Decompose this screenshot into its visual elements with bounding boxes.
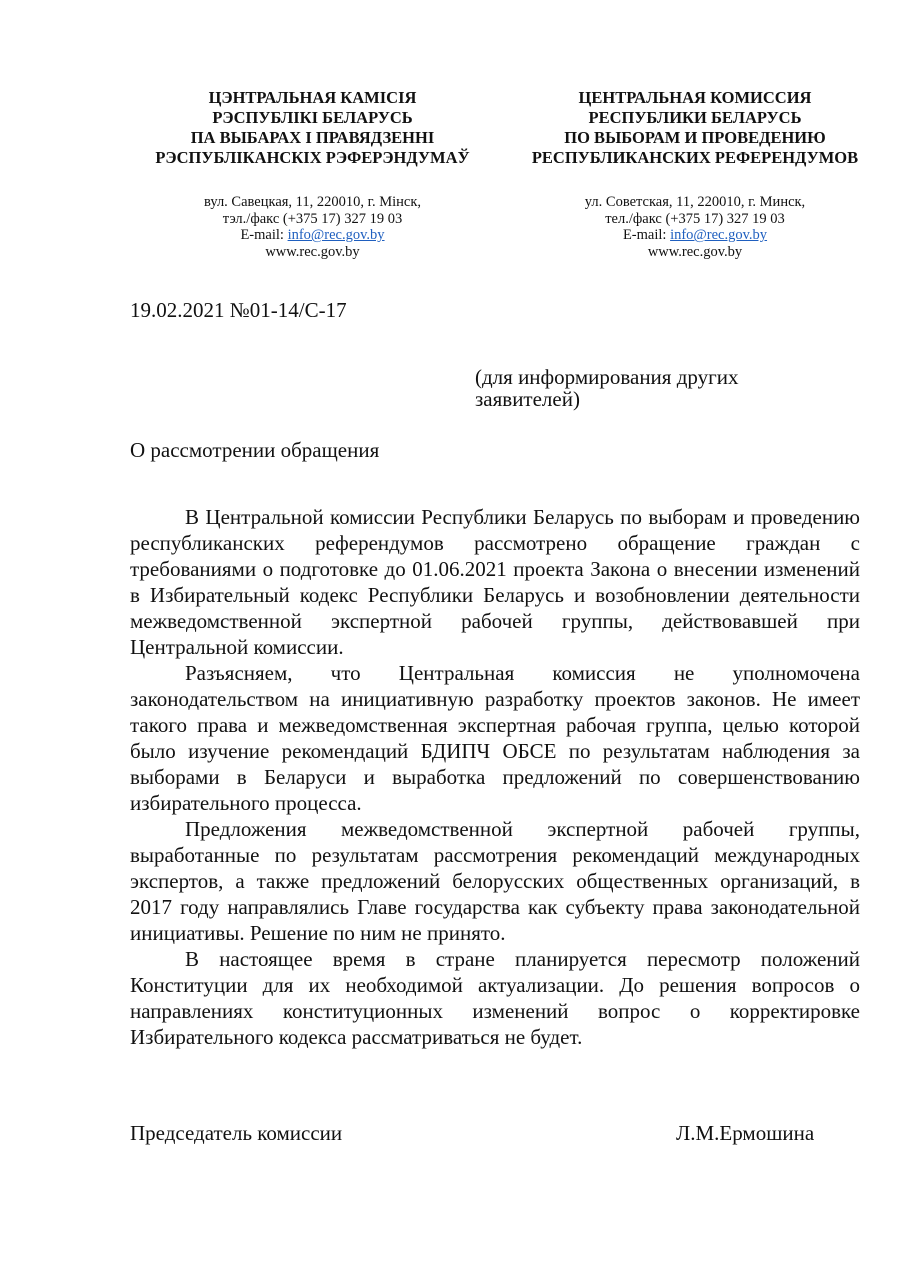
organization-name-by: [120, 88, 505, 168]
date-and-number: 19.02.2021 №01-14/С-17: [130, 298, 347, 322]
phone: тэл./факс (+375 17) 327 19 03: [222, 210, 403, 227]
email-link[interactable]: info@rec.gov.by: [670, 227, 768, 244]
org-line: РЭСПУБЛІКІ БЕЛАРУСЬ: [212, 108, 413, 127]
subject: О рассмотрении обращения: [130, 438, 380, 462]
org-line: ПА ВЫБАРАХ І ПРАВЯДЗЕННІ: [190, 128, 435, 147]
address: ул. Советская, 11, 220010, г. Минск,: [584, 194, 806, 210]
website: www.rec.gov.by: [647, 243, 743, 260]
letter-body: [130, 504, 860, 1050]
signatory-name: Л.М.Ермошина: [676, 1121, 815, 1145]
header-russian: [505, 88, 885, 260]
paragraph: Предложения межведомственной экспертной рабочей группы, выработанные по результатам рассмотрения рекомендаций международных экспертов, а также предложений белорусских общественных организаций, в 2017 году направлялись Главе государства как субъекту права законодательной инициативы. Решение по ним не принято.: [130, 817, 860, 945]
org-line: РЕСПУБЛИКИ БЕЛАРУСЬ: [588, 108, 802, 127]
org-line: ЦЕНТРАЛЬНАЯ КОМИССИЯ: [578, 88, 812, 107]
website: www.rec.gov.by: [265, 243, 360, 260]
email-label: E-mail:: [622, 227, 671, 244]
contact-block-ru: [505, 194, 885, 260]
paragraph: Разъясняем, что Центральная комиссия не уполномочена законодательством на инициативную разработку проектов законов. Не имеет такого права и межведомственная экспертная рабочая группа, целью которой было изучение рекомендаций БДИПЧ ОБСЕ по результатам наблюдения за выборами в Беларуси и выработка предложений по совершенствованию избирательного процесса.: [130, 661, 860, 815]
paragraph: В настоящее время в стране планируется пересмотр положений Конституции для их необходимой актуализации. До решения вопросов о направлениях конституционных изменений вопрос о корректировке Избирательного кодекса рассматриваться не будет.: [130, 947, 860, 1049]
org-line: РЭСПУБЛІКАНСКІХ РЭФЕРЭНДУМАЎ: [155, 148, 470, 167]
org-line: ЦЭНТРАЛЬНАЯ КАМІСІЯ: [208, 88, 417, 107]
signatory-title: Председатель комиссии: [130, 1121, 343, 1145]
header-belarusian: [120, 88, 505, 260]
org-line: ПО ВЫБОРАМ И ПРОВЕДЕНИЮ: [564, 128, 826, 147]
email-line: [505, 227, 885, 244]
addressee: (для информирования других заявителей): [475, 365, 739, 411]
organization-name-ru: [505, 88, 885, 168]
address: вул. Савецкая, 11, 220010, г. Мінск,: [203, 194, 421, 210]
contact-block-by: [120, 194, 505, 260]
email-link[interactable]: info@rec.gov.by: [287, 227, 385, 244]
email-line: [120, 227, 505, 244]
paragraph: В Центральной комиссии Республики Беларусь по выборам и проведению республиканских референдумов рассмотрено обращение граждан с требованиями о подготовке до 01.06.2021 проекта Закона о внесении изменений в Избирательный кодекс Республики Беларусь и возобновлении деятельности межведомственной экспертной рабочей группы, действовавшей при Центральной комиссии.: [130, 505, 860, 659]
org-line: РЕСПУБЛИКАНСКИХ РЕФЕРЕНДУМОВ: [531, 148, 859, 167]
phone: тел./факс (+375 17) 327 19 03: [605, 210, 785, 227]
email-label: E-mail:: [240, 227, 288, 244]
